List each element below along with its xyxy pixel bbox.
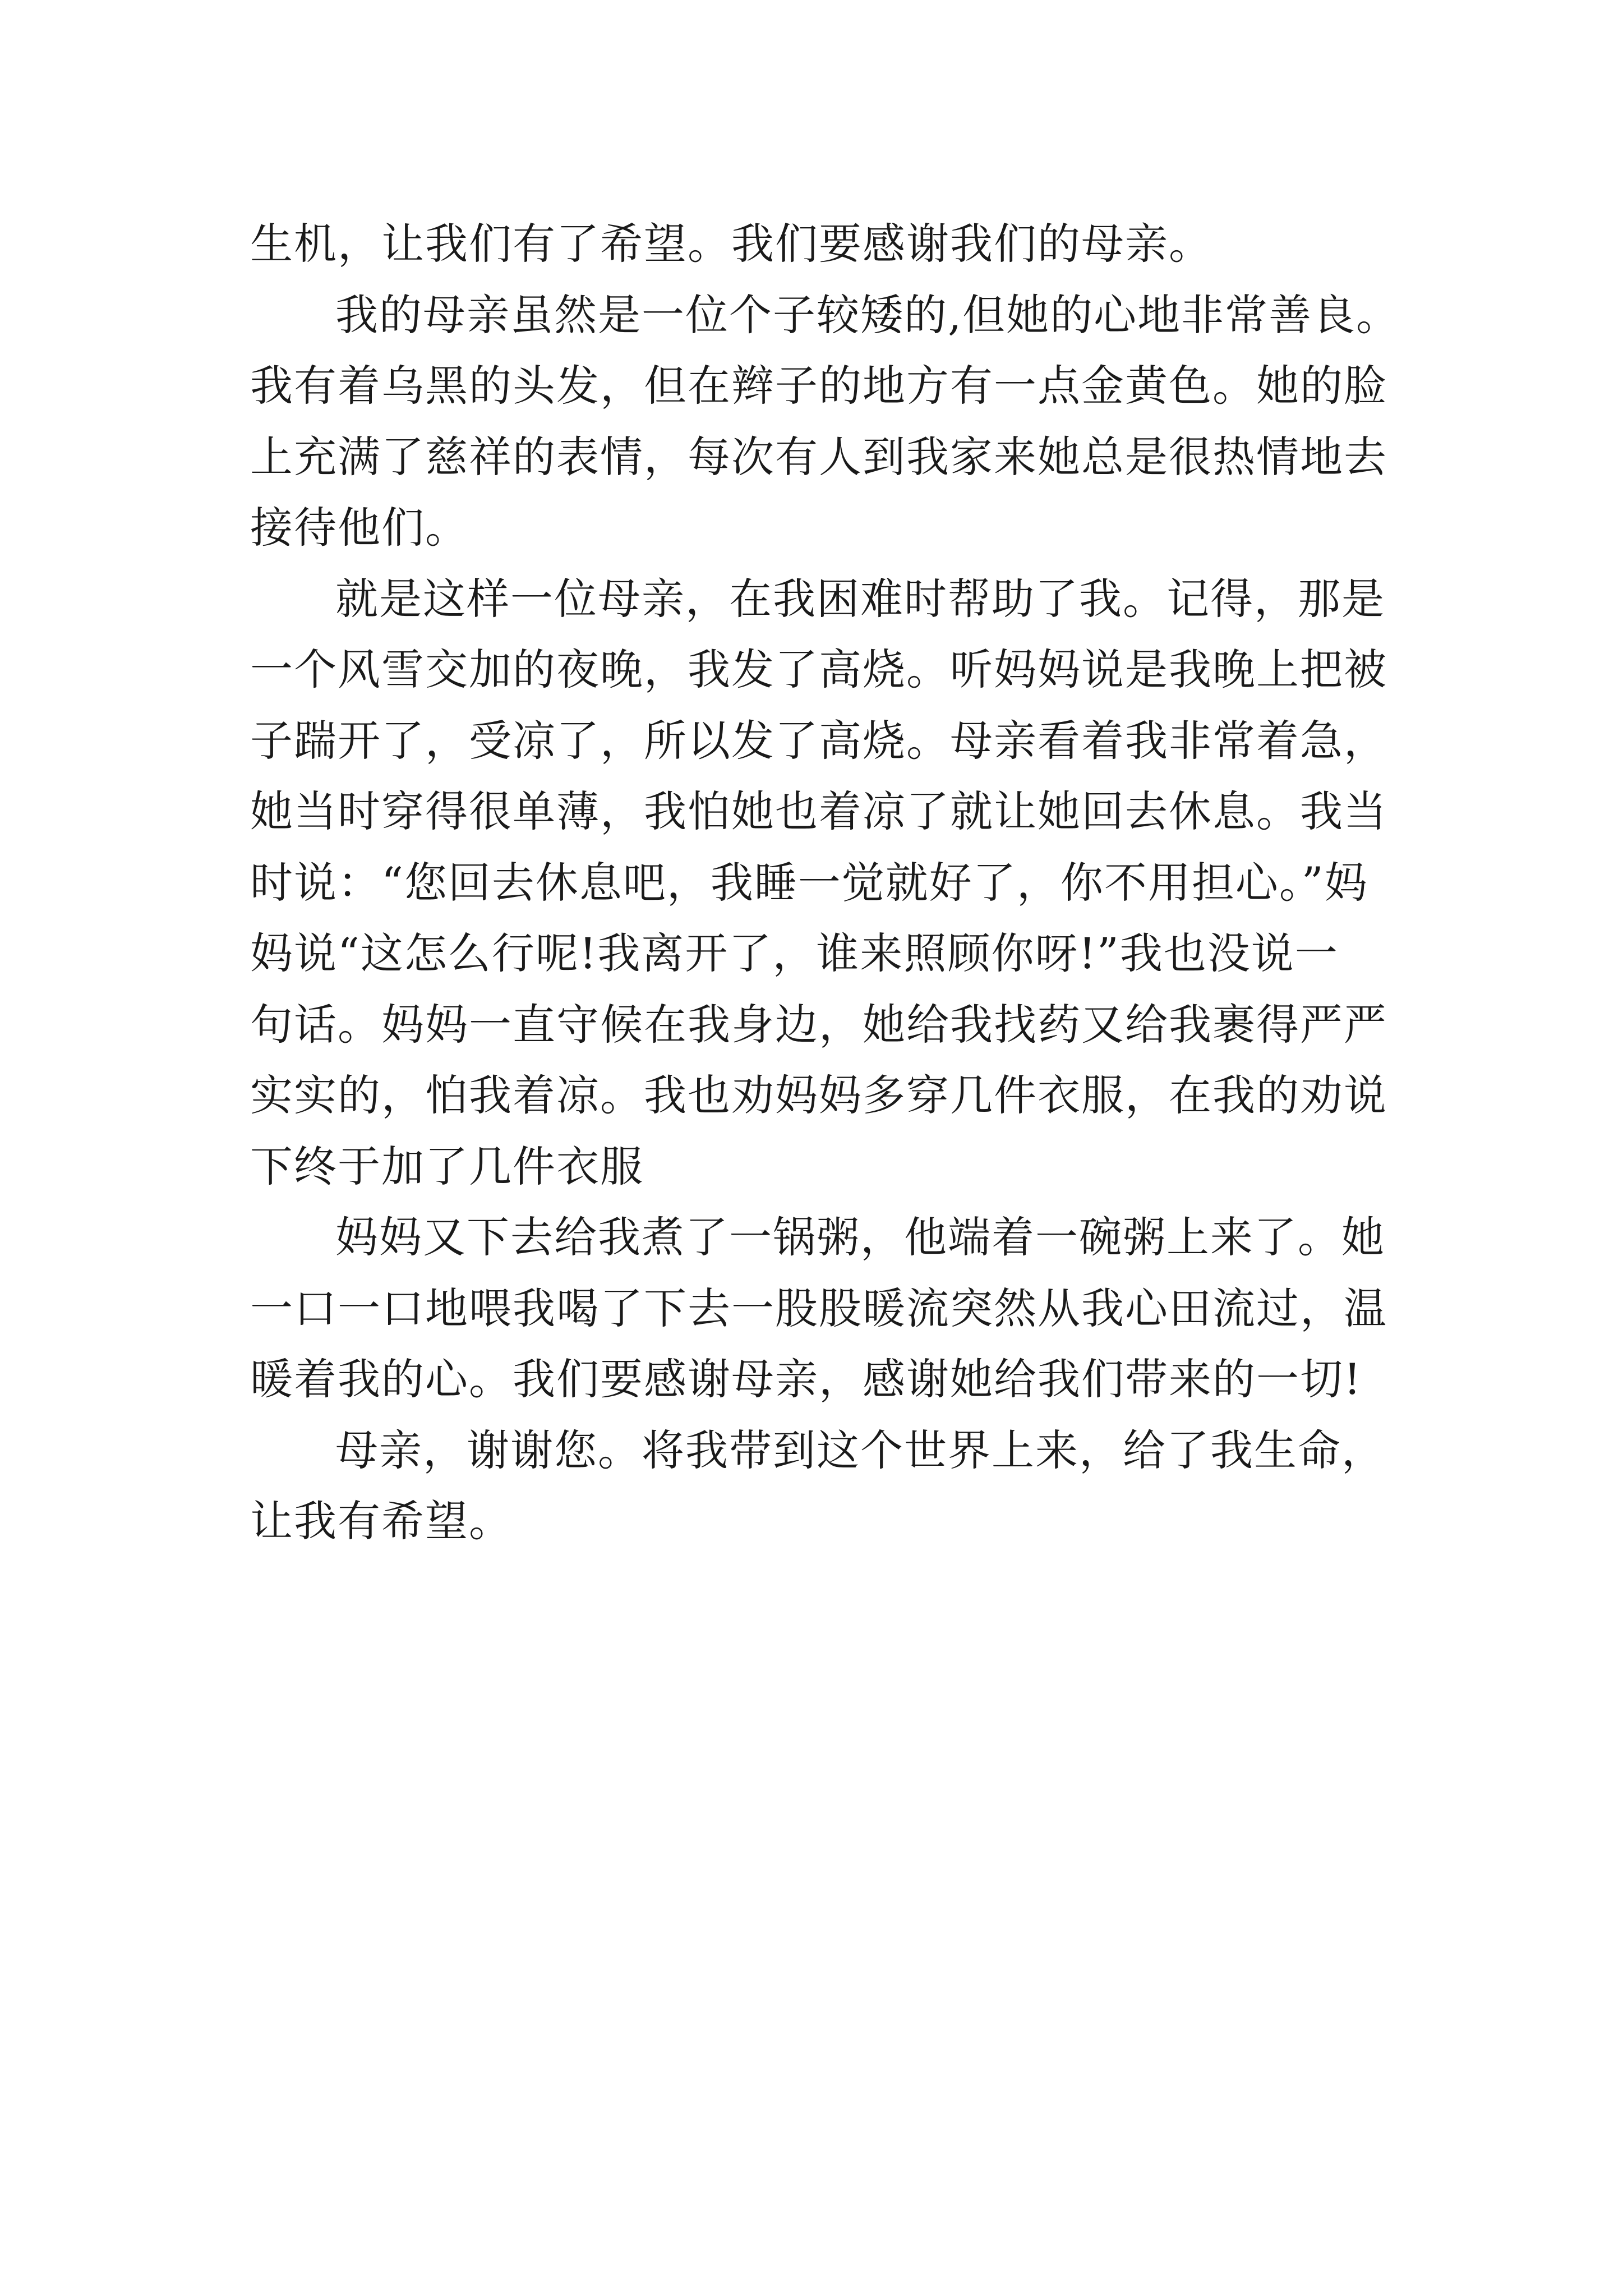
text-line: 句话。妈妈一直守候在我身边，她给我找药又给我裹得严严 (250, 999, 1387, 1050)
text-line: 我有着乌黑的头发，但在辫子的地方有一点金黄色。她的脸 (250, 361, 1387, 411)
paragraph-first-line: 母亲，谢谢您。将我带到这个世界上来，给了我生命， (335, 1425, 1385, 1475)
paragraph-first-line: 妈妈又下去给我煮了一锅粥，他端着一碗粥上来了。她 (335, 1212, 1385, 1262)
text-line: 让我有希望。 (250, 1496, 513, 1546)
text-line: 一口一口地喂我喝了下去一股股暖流突然从我心田流过，温 (250, 1283, 1387, 1333)
text-line: 接待他们。 (250, 503, 469, 553)
text-line: 下终于加了几件衣服 (250, 1141, 644, 1191)
paragraph-first-line: 就是这样一位母亲，在我困难时帮助了我。记得，那是 (335, 573, 1385, 624)
text-line: 她当时穿得很单薄，我怕她也着凉了就让她回去休息。我当 (250, 786, 1387, 836)
text-line: 妈说“这怎么行呢!我离开了，谁来照顾你呀!”我也没说一 (250, 928, 1339, 978)
text-line: 实实的，怕我着凉。我也劝妈妈多穿几件衣服，在我的劝说 (250, 1070, 1387, 1120)
text-line: 生机，让我们有了希望。我们要感谢我们的母亲。 (250, 219, 1212, 269)
essay-body (250, 209, 1450, 1557)
text-line: 上充满了慈祥的表情，每次有人到我家来她总是很热情地去 (250, 431, 1387, 482)
text-line: 一个风雪交加的夜晚，我发了高烧。听妈妈说是我晚上把被 (250, 645, 1387, 694)
text-line: 暖着我的心。我们要感谢母亲，感谢她给我们带来的一切! (250, 1354, 1362, 1404)
paragraph-first-line: 我的母亲虽然是一位个子较矮的,但她的心地非常善良。 (335, 289, 1400, 340)
text-line: 时说：“您回去休息吧，我睡一觉就好了，你不用担心。”妈 (250, 857, 1368, 908)
text-line: 子踹开了，受凉了，所以发了高烧。母亲看着我非常着急， (250, 715, 1387, 766)
